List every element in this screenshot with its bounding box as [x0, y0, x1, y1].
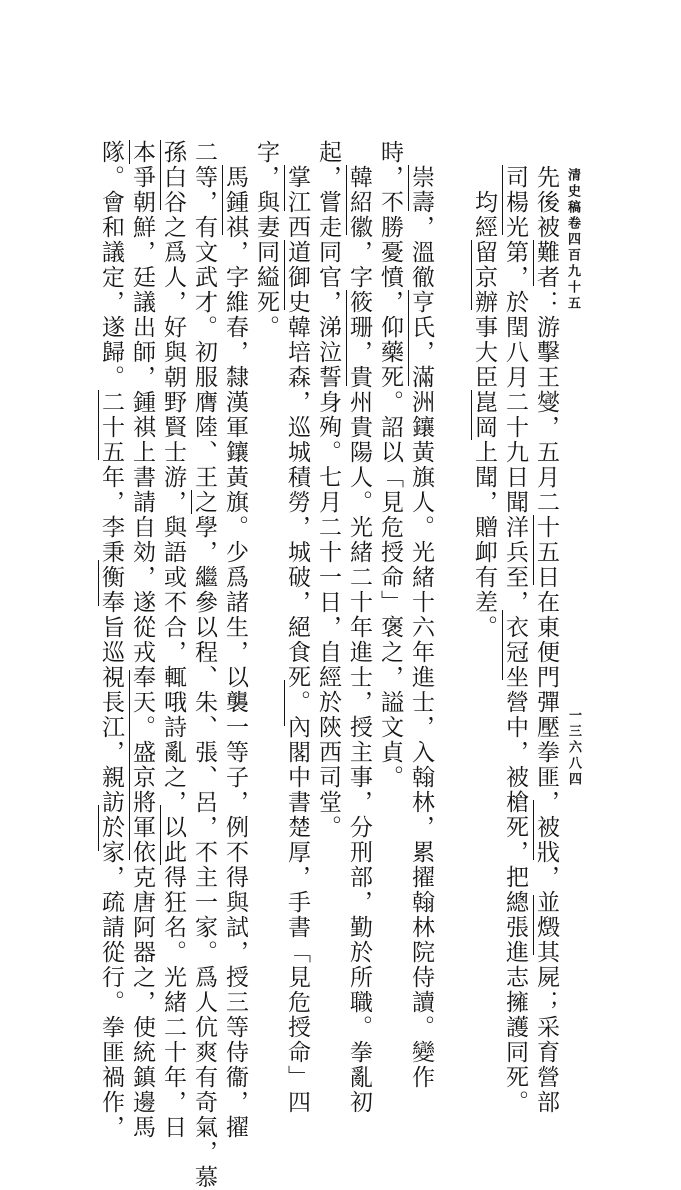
name-marker: [533, 800, 534, 860]
text-column-10: 馬鍾祺，字維春，隸漢軍鑲黃旗。少爲諸生，以襲一等子，例不得與試，授三等侍衞，擢: [222, 165, 248, 1140]
name-marker: [346, 290, 347, 386]
name-marker: [408, 290, 409, 386]
name-marker: [533, 240, 534, 286]
name-marker: [471, 390, 472, 440]
text-column-4: 崇壽，溫徹亨氏，滿洲鑲黃旗人。光緒十六年進士，入翰林，累擢翰林院侍讀。變作: [408, 165, 434, 1090]
name-marker: [98, 805, 99, 851]
name-marker: [502, 610, 503, 680]
name-marker: [191, 490, 192, 514]
text-column-6: 韓紹徽，字筱珊，貴州貴陽人。光緒二十年進士，授主事，分刑部，勤於所職。拳亂初: [346, 165, 372, 1115]
name-marker: [98, 560, 99, 606]
text-column-7: 起，嘗走同官，涕泣誓身殉。七月二十一日，自經於陝西司堂。: [315, 140, 341, 840]
text-column-5: 時，不勝憂憤，仰藥死。詔以「見危授命」褒之，謚文貞。: [377, 140, 403, 790]
name-marker: [284, 165, 285, 211]
name-marker: [129, 140, 130, 164]
text-column-9: 字，與妻同縊死。: [253, 140, 279, 340]
name-marker: [160, 805, 161, 865]
text-column-1: 先後被難者：游擊王燮，五月二十五日在東便門彈壓拳匪，被戕，並燬其屍；采育營部: [533, 165, 559, 1115]
text-column-11: 二等，有文武才。初服膺陸、王之學，繼參以程、朱、張、呂，不主一家。爲人伉爽有奇氣，慕: [191, 140, 217, 1190]
name-marker: [408, 165, 409, 211]
name-marker: [533, 515, 534, 585]
text-column-13: 本爭朝鮮，廷議出師，鍾祺上書請自効，遂從戎奉天。盛京將軍依克唐阿器之，使統鎮邊馬: [129, 140, 155, 1140]
text-column-12: 孫白谷之爲人，好與朝野賢士游，與語或不合，輒哦詩亂之，以此得狂名。光緒二十年，日: [160, 140, 186, 1140]
text-column-3: 均經留京辦事大臣崑岡上聞，贈卹有差。: [471, 190, 497, 640]
name-marker: [98, 390, 99, 460]
text-column-2: 司楊光第，於閏八月二十九日聞洋兵至，衣冠坐營中，被槍死，把總張進志擁護同死。: [502, 165, 528, 1115]
name-marker: [222, 165, 223, 235]
text-column-14: 隊。會和議定，遂歸。二十五年，李秉衡奉旨巡視長江，親訪於家，疏請從行。拳匪禍作，: [98, 140, 124, 1140]
name-marker: [160, 140, 161, 210]
name-marker: [533, 895, 534, 955]
name-marker: [471, 240, 472, 310]
name-marker: [129, 670, 130, 860]
name-marker: [502, 165, 503, 235]
name-marker: [284, 240, 285, 310]
name-marker: [284, 680, 285, 726]
page-header-title: 清史稿卷四百九十五: [565, 168, 580, 312]
name-marker: [346, 165, 347, 235]
text-column-8: 掌江西道御史韓培森，巡城積勞，城破，絕食死。內閣中書楚厚，手書「見危授命」四: [284, 165, 310, 1115]
page-number: 一三六八四: [566, 708, 581, 788]
